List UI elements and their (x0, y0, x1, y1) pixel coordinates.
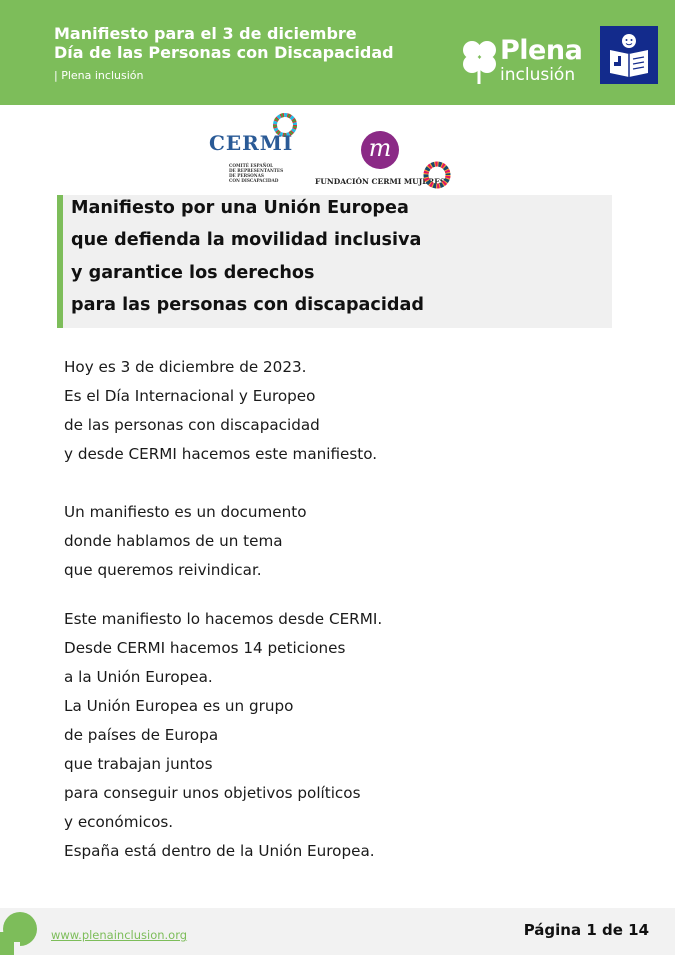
document-title-line: que defienda la movilidad inclusiva (71, 230, 422, 250)
body-line: y económicos. (64, 813, 174, 831)
cermi-tagline-line: COMITÉ ESPAÑOL (229, 163, 274, 168)
body-line: Este manifiesto lo hacemos desde CERMI. (64, 610, 383, 628)
document-title-line: y garantice los derechos (71, 263, 315, 283)
body-line: a la Unión Europea. (64, 668, 213, 686)
partner-logos (205, 113, 465, 193)
header-title-line-1: Manifiesto para el 3 de diciembre (54, 24, 357, 43)
fundacion-name: FUNDACIÓN CERMI MUJERES (315, 177, 446, 186)
body-line: Es el Día Internacional y Europeo (64, 387, 316, 405)
body-line: de países de Europa (64, 726, 219, 744)
body-line: que trabajan juntos (64, 755, 213, 773)
cermi-tagline-line: CON DISCAPACIDAD (229, 178, 279, 183)
body-line: y desde CERMI hacemos este manifiesto. (64, 445, 378, 463)
page-header (0, 0, 675, 105)
cermi-wordmark: CERMI (209, 131, 294, 155)
fundacion-cermi-mujeres-logo (315, 129, 455, 191)
brand-subname: inclusión (500, 65, 576, 85)
easy-read-badge (600, 26, 658, 84)
body-line: España está dentro de la Unión Europea. (64, 842, 375, 860)
body-line: para conseguir unos objetivos políticos (64, 784, 361, 802)
cermi-tagline-line: DE REPRESENTANTES (229, 168, 284, 173)
document-title-line: para las personas con discapacidad (71, 295, 424, 315)
body-line: Desde CERMI hacemos 14 peticiones (64, 639, 346, 657)
header-title-line-2: Día de las Personas con Discapacidad (54, 43, 394, 62)
clover-mark-icon (0, 912, 40, 955)
sdg-wheel-icon (423, 161, 451, 189)
body-line: de las personas con discapacidad (64, 416, 320, 434)
body-line: donde hablamos de un tema (64, 532, 283, 550)
page-number: Página 1 de 14 (523, 921, 649, 939)
header-title (54, 24, 394, 62)
body-line: que queremos reivindicar. (64, 561, 262, 579)
document-title-box (57, 195, 612, 328)
body-line: Hoy es 3 de diciembre de 2023. (64, 358, 307, 376)
easy-read-icon (600, 26, 658, 84)
plena-inclusion-logo (460, 36, 590, 86)
header-subtitle: | Plena inclusión (54, 69, 144, 82)
document-title-line: Manifiesto por una Unión Europea (71, 198, 409, 218)
clover-icon (460, 38, 498, 84)
body-line: La Unión Europea es un grupo (64, 697, 294, 715)
website-link[interactable]: www.plenainclusion.org (51, 928, 188, 942)
brand-name: Plena (500, 35, 583, 66)
body-line: Un manifiesto es un documento (64, 503, 307, 521)
cermi-tagline (229, 163, 283, 183)
cermi-tagline-line: DE PERSONAS (229, 173, 264, 178)
cermi-logo (205, 113, 305, 188)
fundacion-m-mark: m (361, 131, 399, 169)
